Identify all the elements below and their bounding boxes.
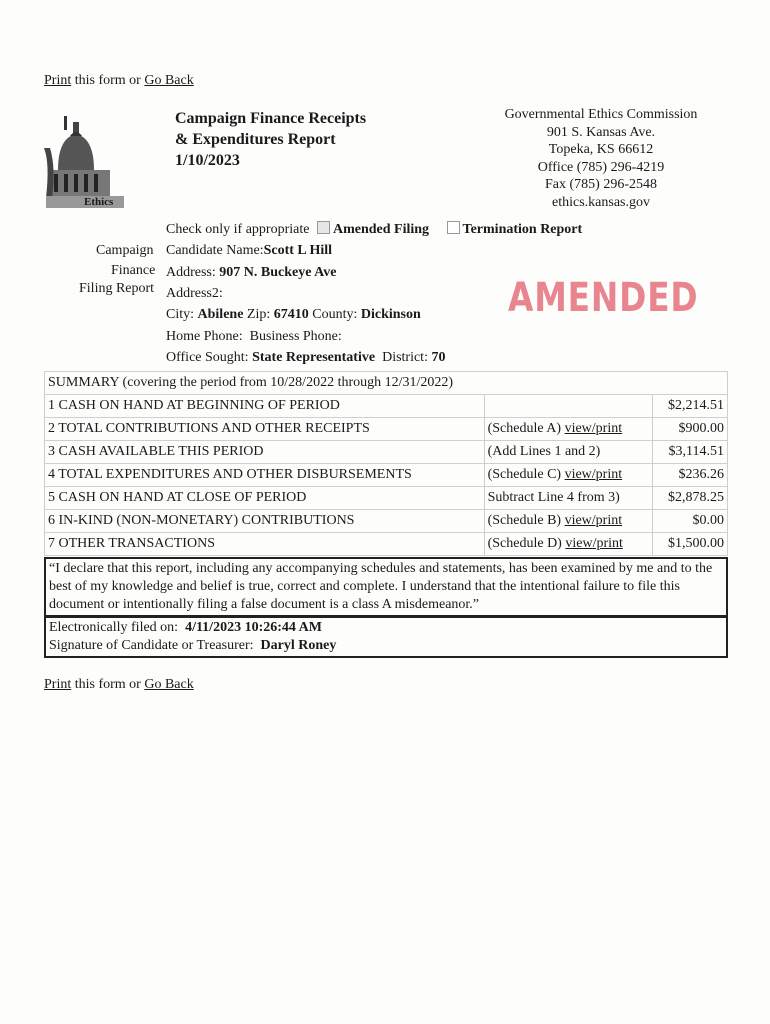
row-label: OTHER TRANSACTIONS <box>58 536 215 551</box>
side-label-finance: Finance <box>111 263 156 278</box>
agency-city: Topeka, KS 66612 <box>548 142 654 157</box>
filed-label: Electronically filed on: <box>49 620 179 635</box>
side-label-filing-report: Filing Report <box>79 281 155 296</box>
summary-table <box>44 371 728 556</box>
agency-website: ethics.kansas.gov <box>552 194 650 210</box>
home-phone-label: Home Phone: <box>166 329 243 344</box>
schedule-b-view-print-link[interactable]: view/print <box>564 513 623 528</box>
report-date: 1/10/2023 <box>175 152 240 169</box>
row-number: 5 <box>48 490 55 505</box>
candidate-name: Scott L Hill <box>263 243 333 258</box>
county-value: Dickinson <box>360 307 421 322</box>
address-label: Address: <box>166 265 216 280</box>
declaration-text: “I declare that this report, including any accompanying schedules and statements, has been examined by me and to the best of my knowledge and belief is true, correct and complete. I understand that the intentional failure to file this document or intentionally filing a false document is a class A misdemeanor.” <box>49 561 713 612</box>
table-row <box>45 487 728 510</box>
row-amount: $2,878.25 <box>653 487 728 510</box>
schedule-d-view-print-link[interactable]: view/print <box>565 536 623 551</box>
row-note: (Schedule D) <box>487 536 566 551</box>
table-row <box>45 395 728 418</box>
candidate-name-row <box>166 243 332 259</box>
schedule-c-view-print-link[interactable]: view/print <box>564 467 623 482</box>
city-value: Abilene <box>197 307 244 322</box>
table-row <box>45 510 728 533</box>
address2-label: Address2: <box>166 286 223 301</box>
row-label: TOTAL CONTRIBUTIONS AND OTHER RECEIPTS <box>58 421 370 436</box>
row-number: 2 <box>48 421 55 436</box>
phone-row <box>166 329 342 345</box>
agency-fax: Fax (785) 296-2548 <box>545 177 657 192</box>
row-number: 7 <box>48 536 55 551</box>
city-row <box>166 307 421 323</box>
termination-label: Termination Report <box>462 222 583 237</box>
kansas-capitol-seal-icon <box>44 108 128 212</box>
amended-stamp: AMENDED <box>508 275 699 321</box>
table-row <box>45 464 728 487</box>
table-row <box>45 533 728 556</box>
print-link-top[interactable]: Print <box>44 73 72 88</box>
row-amount: $1,500.00 <box>653 533 728 556</box>
nav-text: this form or <box>71 677 145 692</box>
agency-office-phone: Office (785) 296-4219 <box>537 159 665 175</box>
address2-row <box>166 286 223 302</box>
agency-name: Governmental Ethics Commission <box>504 107 698 122</box>
summary-header: SUMMARY (covering the period from 10/28/2022 through 12/31/2022) <box>45 372 653 395</box>
row-note: (Add Lines 1 and 2) <box>487 444 601 459</box>
row-number: 6 <box>48 513 55 528</box>
seal-text: Ethics <box>84 196 114 208</box>
filed-value: 4/11/2023 10:26:44 AM <box>185 620 322 635</box>
signature-label: Signature of Candidate or Treasurer: <box>49 638 254 653</box>
county-label: County: <box>312 307 358 322</box>
row-label: TOTAL EXPENDITURES AND OTHER DISBURSEMENTS <box>58 467 412 482</box>
zip-value: 67410 <box>273 307 309 322</box>
business-phone-label: Business Phone: <box>249 329 342 344</box>
row-amount: $236.26 <box>653 464 728 487</box>
filing-type-row <box>166 221 582 238</box>
row-note: (Schedule C) <box>487 467 565 482</box>
signature-row <box>49 637 723 655</box>
row-amount: $3,114.51 <box>653 441 728 464</box>
row-amount: $0.00 <box>653 510 728 533</box>
filed-row <box>49 619 723 637</box>
row-number: 3 <box>48 444 55 459</box>
office-label: Office Sought: <box>166 350 249 365</box>
report-title <box>175 108 366 171</box>
agency-address <box>486 106 716 211</box>
title-line-2: & Expenditures Report <box>175 131 336 148</box>
row-number: 4 <box>48 467 55 482</box>
city-label: City: <box>166 307 195 322</box>
row-note: Subtract Line 4 from 3) <box>487 490 620 505</box>
table-row <box>45 441 728 464</box>
declaration-box <box>44 557 728 617</box>
row-note: (Schedule A) <box>487 421 565 436</box>
title-line-1: Campaign Finance Receipts <box>175 110 367 127</box>
agency-street: 901 S. Kansas Ave. <box>546 124 656 140</box>
district-value: 70 <box>431 350 446 365</box>
bottom-nav <box>44 677 194 693</box>
district-label: District: <box>382 350 428 365</box>
nav-text: this form or <box>71 73 145 88</box>
row-amount: $900.00 <box>653 418 728 441</box>
row-label: CASH AVAILABLE THIS PERIOD <box>58 444 264 459</box>
termination-checkbox[interactable] <box>447 221 460 234</box>
schedule-a-view-print-link[interactable]: view/print <box>564 421 623 436</box>
amended-label: Amended Filing <box>332 222 430 237</box>
row-amount: $2,214.51 <box>653 395 728 418</box>
check-prefix: Check only if appropriate <box>166 222 310 237</box>
signature-box <box>44 616 728 658</box>
row-number: 1 <box>48 398 55 413</box>
go-back-link-top[interactable]: Go Back <box>144 73 194 88</box>
amended-checkbox[interactable] <box>317 221 330 234</box>
side-label-campaign: Campaign <box>96 243 154 258</box>
candidate-name-label: Candidate Name: <box>166 243 264 258</box>
row-note: (Schedule B) <box>487 513 565 528</box>
zip-label: Zip: <box>246 307 271 322</box>
row-label: CASH ON HAND AT BEGINNING OF PERIOD <box>58 398 340 413</box>
office-value: State Representative <box>252 350 376 365</box>
summary-header-row <box>45 372 728 395</box>
go-back-link-bottom[interactable]: Go Back <box>144 677 194 692</box>
row-label: IN-KIND (NON-MONETARY) CONTRIBUTIONS <box>58 513 355 528</box>
address-value: 907 N. Buckeye Ave <box>219 265 337 280</box>
office-row <box>166 350 445 366</box>
top-nav <box>44 73 194 89</box>
print-link-bottom[interactable]: Print <box>44 677 72 692</box>
row-label: CASH ON HAND AT CLOSE OF PERIOD <box>58 490 307 505</box>
address-row <box>166 265 336 281</box>
table-row <box>45 418 728 441</box>
signature-value: Daryl Roney <box>260 638 337 653</box>
